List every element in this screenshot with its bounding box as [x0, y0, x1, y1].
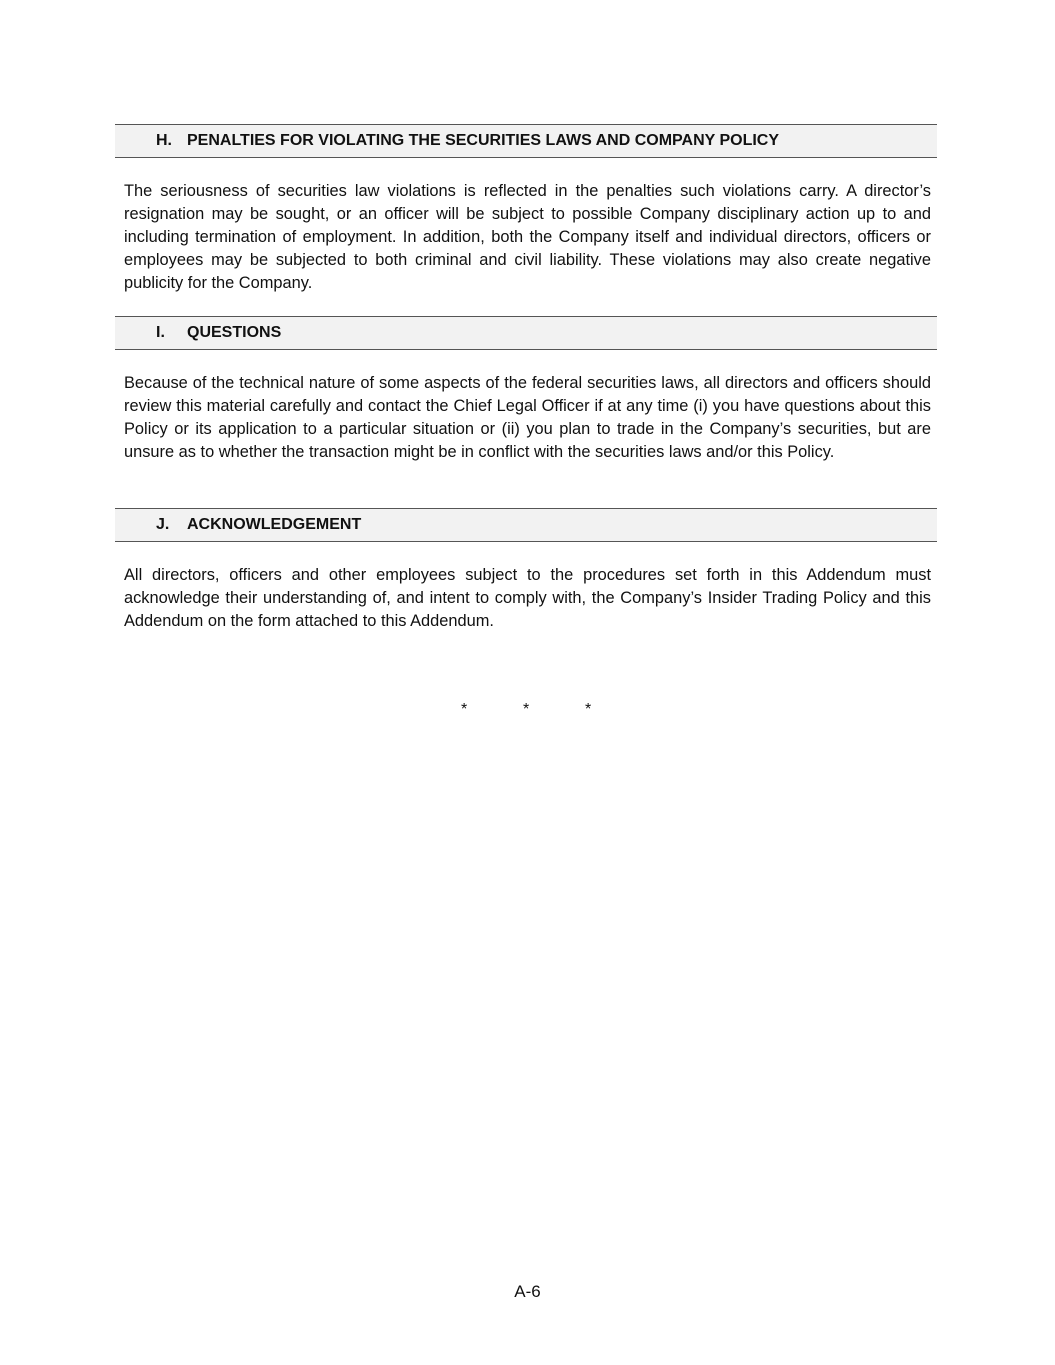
- page-number: A-6: [514, 1282, 541, 1301]
- section-title: PENALTIES FOR VIOLATING THE SECURITIES LAWS AND COMPANY POLICY: [187, 132, 780, 149]
- section-letter: H.: [156, 132, 172, 149]
- section-header-h: [115, 124, 937, 158]
- section-header-i: [115, 316, 937, 350]
- section-title: ACKNOWLEDGEMENT: [187, 516, 362, 533]
- section-letter: J.: [156, 516, 170, 533]
- section-body-j: All directors, officers and other employees subject to the procedures set forth in this Addendum must acknowledge their understanding of, and intent to comply with, the Company’s Insider Trading Policy and this Addendum on the form attached to this Addendum.: [124, 566, 931, 630]
- section-body-i: Because of the technical nature of some aspects of the federal securities laws, all directors and officers should review this material carefully and contact the Chief Legal Officer if at any time (i) you have questions about this Policy or its application to a particular situation or (ii) you plan to trade in the Company’s securities, but are unsure as to whether the transaction might be in conflict with the securities laws and/or this Policy.: [124, 374, 931, 461]
- section-title: QUESTIONS: [187, 324, 282, 341]
- section-header-j: [115, 508, 937, 542]
- separator-star: *: [585, 701, 592, 718]
- section-body-h: The seriousness of securities law violations is reflected in the penalties such violations carry. A director’s resignation may be sought, or an officer will be subject to possible Company disciplinary action up to and including termination of employment. In addition, both the Company itself and individual directors, officers or employees may be subjected to both criminal and civil liability. These violations may also create negative publicity for the Company.: [124, 182, 931, 292]
- section-letter: I.: [156, 324, 165, 341]
- separator-star: *: [461, 701, 468, 718]
- separator-star: *: [523, 701, 530, 718]
